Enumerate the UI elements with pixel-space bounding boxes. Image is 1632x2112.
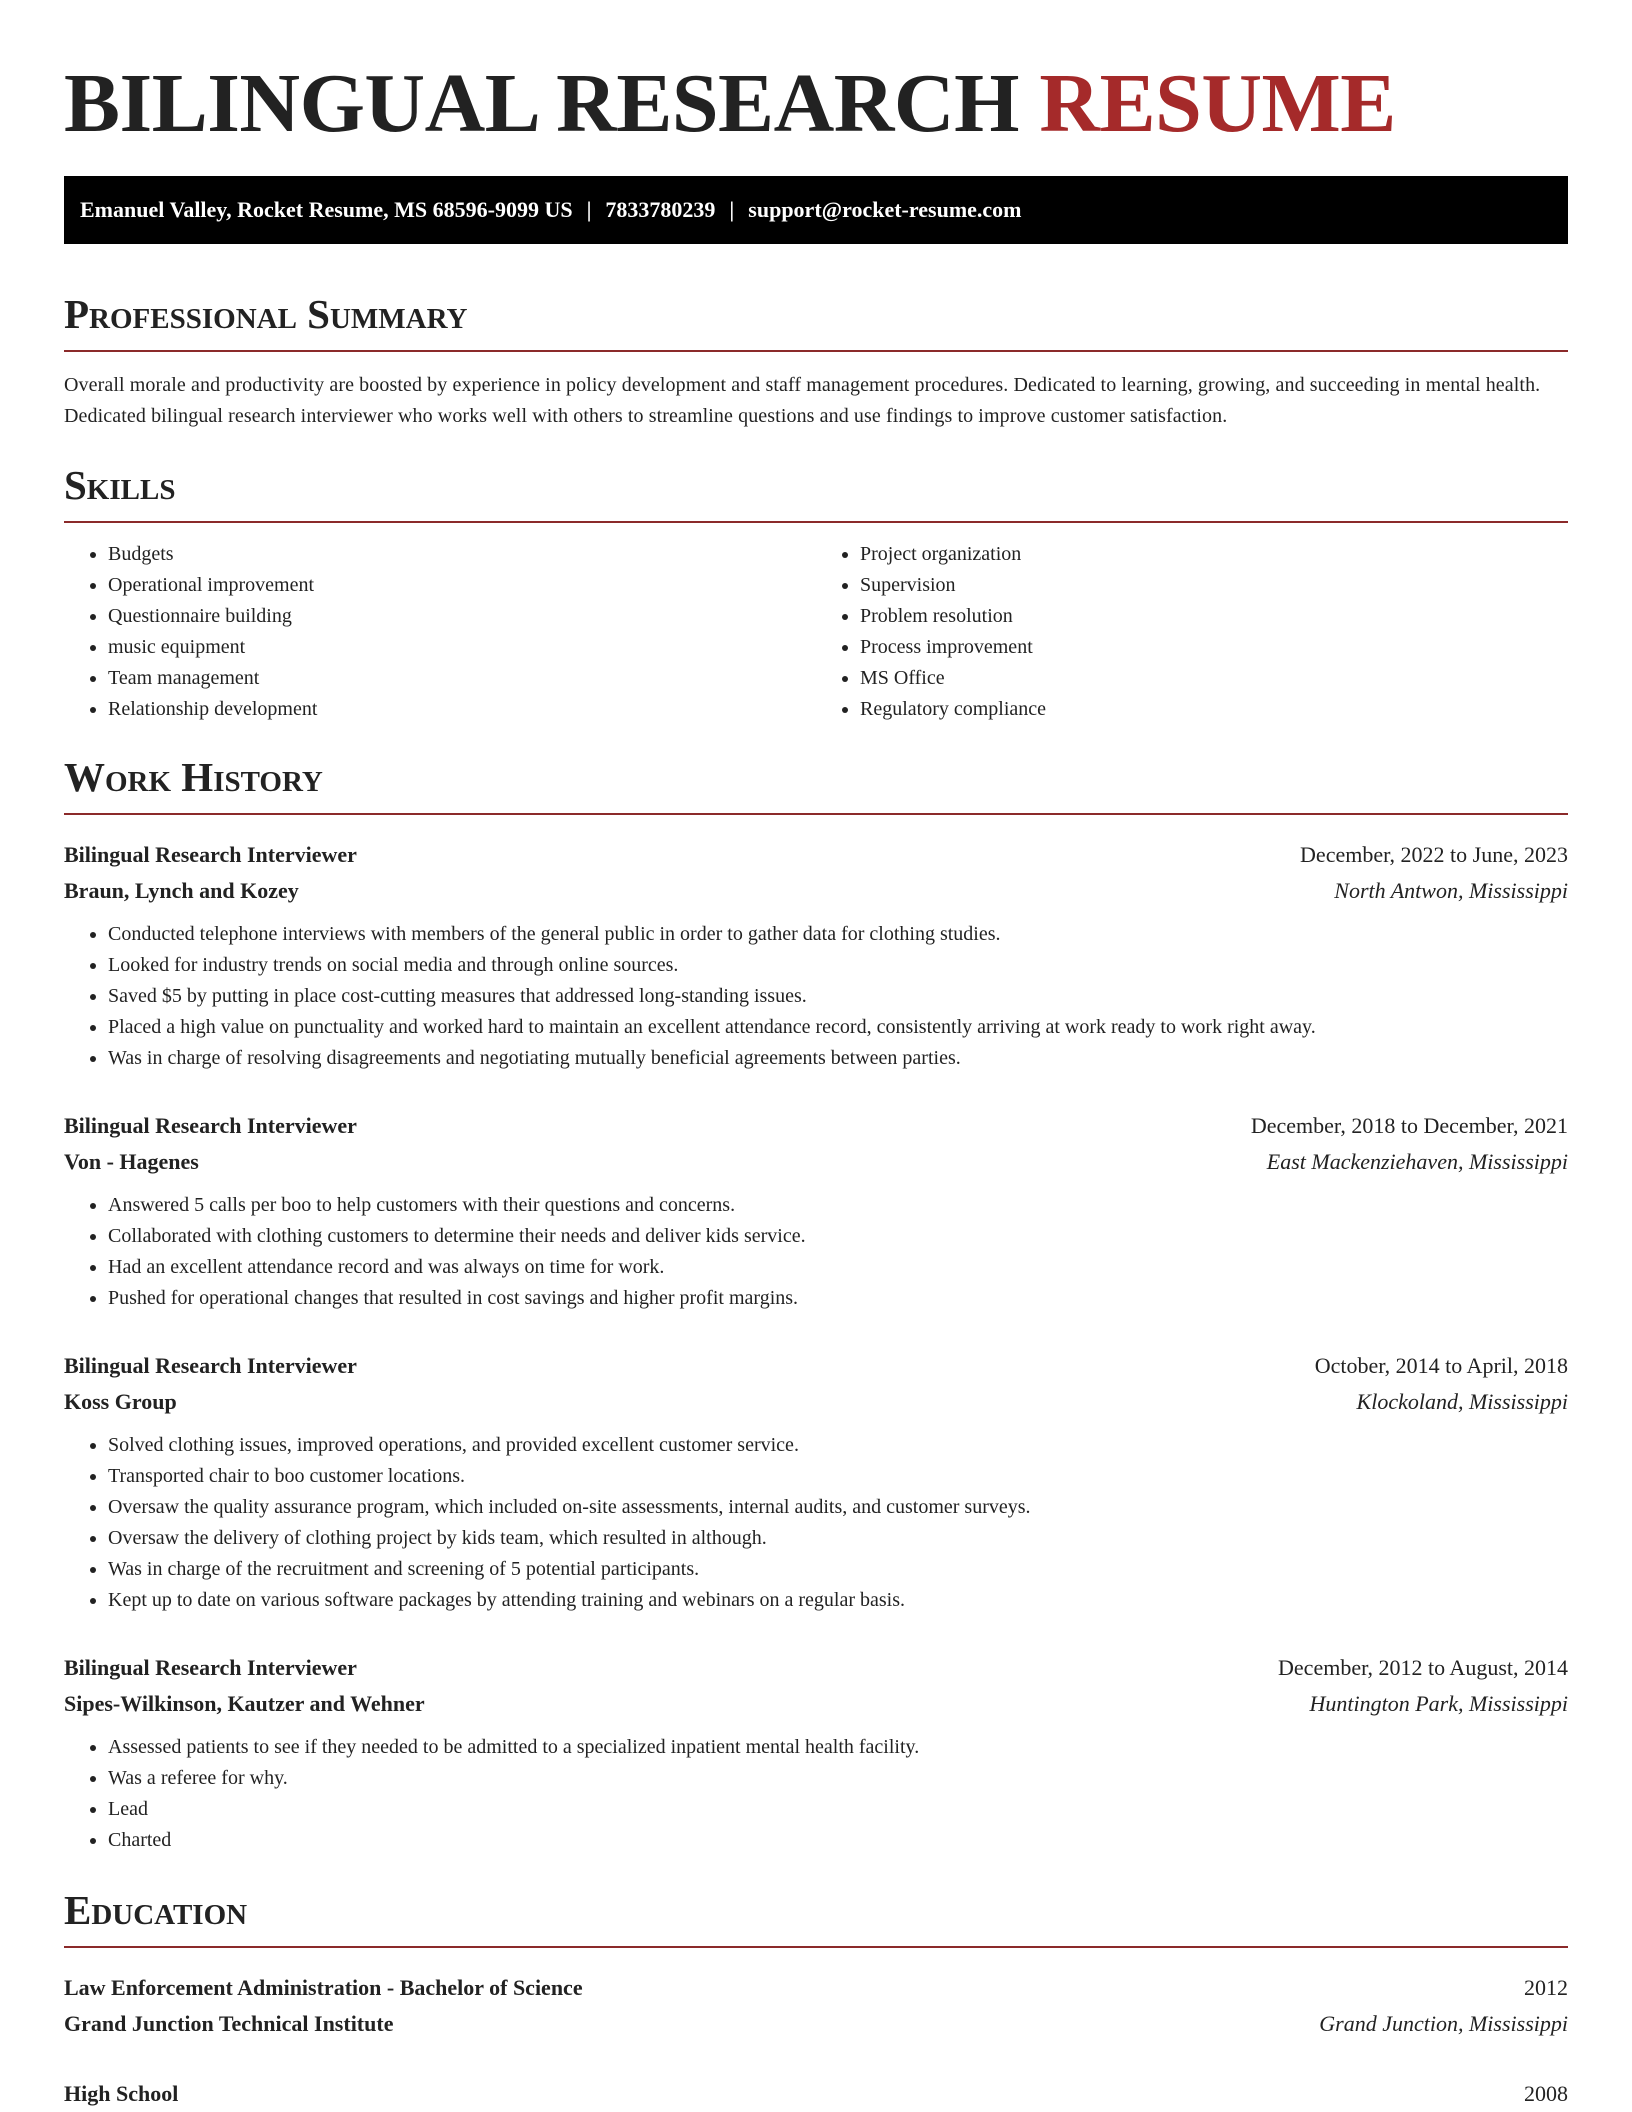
summary-text: Overall morale and productivity are boosted by experience in policy development and staff management procedures. Dedicated to learning, growing, and succeeding in mental health. Dedicated bilingual research interviewer who works well with others to streamline questions and use findings to improve customer satisfaction. (64, 374, 1541, 427)
section-heading-work-history: Work History (64, 753, 1568, 815)
section-heading-education: Education (64, 1886, 1568, 1948)
job-bullet: • Was in charge of resolving disagreements and negotiating mutually beneficial agreements between parties. (108, 1043, 1568, 1074)
job-dates: December, 2018 to December, 2021 (1250, 1113, 1568, 1138)
skill-item: • Problem resolution (860, 601, 1568, 632)
job-bullet: • Was a referee for why. (108, 1763, 1568, 1794)
job-bullet: • Solved clothing issues, improved operations, and provided excellent customer service. (108, 1430, 1568, 1461)
job-bullet: • Collaborated with clothing customers to determine their needs and deliver kids service. (108, 1221, 1568, 1252)
education-location: Grand Junction, Mississippi (1319, 2011, 1568, 2036)
contact-email: support@rocket-resume.com (748, 197, 1022, 222)
job-bullets (64, 1190, 1568, 1314)
title-accent: RESUME (1039, 57, 1396, 150)
skill-item: • Process improvement (860, 632, 1568, 663)
job-bullets (64, 1430, 1568, 1616)
job-location: North Antwon, Mississippi (1334, 878, 1568, 903)
job-entry (64, 1650, 1568, 1856)
contact-bar (64, 176, 1568, 244)
skill-item: • Supervision (860, 570, 1568, 601)
education-year: 2008 (1524, 2081, 1568, 2106)
job-bullet: • Answered 5 calls per boo to help customers with their questions and concerns. (108, 1190, 1568, 1221)
education-degree: High School (64, 2081, 179, 2106)
skill-item: • Operational improvement (108, 570, 816, 601)
title-main: BILINGUAL RESEARCH (64, 57, 1019, 150)
job-bullet: • Oversaw the delivery of clothing project by kids team, which resulted in although. (108, 1523, 1568, 1554)
job-company: Braun, Lynch and Kozey (64, 878, 299, 903)
section-heading-skills: Skills (64, 461, 1568, 523)
job-bullet: • Oversaw the quality assurance program, which included on-site assessments, internal audits, and customer surveys. (108, 1492, 1568, 1523)
section-heading-summary: Professional Summary (64, 290, 1568, 352)
job-entry (64, 1348, 1568, 1616)
skill-item: • Relationship development (108, 694, 816, 725)
job-company: Sipes-Wilkinson, Kautzer and Wehner (64, 1691, 425, 1716)
resume-title (64, 0, 1568, 154)
skill-item: • Budgets (108, 539, 816, 570)
skill-item: • Regulatory compliance (860, 694, 1568, 725)
job-bullets (64, 919, 1568, 1074)
job-bullet: • Was in charge of the recruitment and screening of 5 potential participants. (108, 1554, 1568, 1585)
job-location: Klockoland, Mississippi (1356, 1389, 1568, 1414)
skill-item: • Project organization (860, 539, 1568, 570)
education-entry (64, 2076, 1568, 2112)
skills-grid (64, 539, 1568, 725)
job-bullet: • Pushed for operational changes that resulted in cost savings and higher profit margins. (108, 1283, 1568, 1314)
job-company: Koss Group (64, 1389, 177, 1414)
job-bullet: • Conducted telephone interviews with members of the general public in order to gather data for clothing studies. (108, 919, 1568, 950)
contact-phone: 7833780239 (605, 197, 716, 222)
job-bullet: • Had an excellent attendance record and was always on time for work. (108, 1252, 1568, 1283)
education-year: 2012 (1524, 1975, 1568, 2000)
job-dates: December, 2012 to August, 2014 (1278, 1655, 1568, 1680)
education-degree: Law Enforcement Administration - Bachelor of Science (64, 1975, 583, 2000)
contact-separator: | (729, 197, 735, 222)
job-entry (64, 837, 1568, 1074)
skills-list-right (816, 539, 1568, 725)
job-dates: December, 2022 to June, 2023 (1300, 842, 1568, 867)
skills-list-left (64, 539, 816, 725)
skill-item: • music equipment (108, 632, 816, 663)
job-entry (64, 1108, 1568, 1314)
job-bullets (64, 1732, 1568, 1856)
skill-item: • MS Office (860, 663, 1568, 694)
job-bullet: • Charted (108, 1825, 1568, 1856)
job-bullet: • Looked for industry trends on social media and through online sources. (108, 950, 1568, 981)
contact-address: Emanuel Valley, Rocket Resume, MS 68596-9099 US (80, 197, 573, 222)
contact-separator: | (586, 197, 592, 222)
job-dates: October, 2014 to April, 2018 (1314, 1353, 1568, 1378)
job-location: Huntington Park, Mississippi (1309, 1691, 1568, 1716)
job-bullet: • Lead (108, 1794, 1568, 1825)
job-location: East Mackenziehaven, Mississippi (1266, 1149, 1568, 1174)
job-bullet: • Saved $5 by putting in place cost-cutting measures that addressed long-standing issues. (108, 981, 1568, 1012)
job-bullet: • Placed a high value on punctuality and worked hard to maintain an excellent attendance record, consistently arriving at work ready to work right away. (108, 1012, 1568, 1043)
job-title: Bilingual Research Interviewer (64, 1353, 357, 1378)
job-title: Bilingual Research Interviewer (64, 1113, 357, 1138)
job-bullet: • Transported chair to boo customer locations. (108, 1461, 1568, 1492)
skill-item: • Questionnaire building (108, 601, 816, 632)
job-company: Von - Hagenes (64, 1149, 199, 1174)
education-school: Grand Junction Technical Institute (64, 2011, 394, 2036)
skill-item: • Team management (108, 663, 816, 694)
education-entry (64, 1970, 1568, 2042)
job-title: Bilingual Research Interviewer (64, 842, 357, 867)
job-bullet: • Assessed patients to see if they needed to be admitted to a specialized inpatient mental health facility. (108, 1732, 1568, 1763)
job-title: Bilingual Research Interviewer (64, 1655, 357, 1680)
resume-page (64, 0, 1568, 2112)
job-bullet: • Kept up to date on various software packages by attending training and webinars on a regular basis. (108, 1585, 1568, 1616)
